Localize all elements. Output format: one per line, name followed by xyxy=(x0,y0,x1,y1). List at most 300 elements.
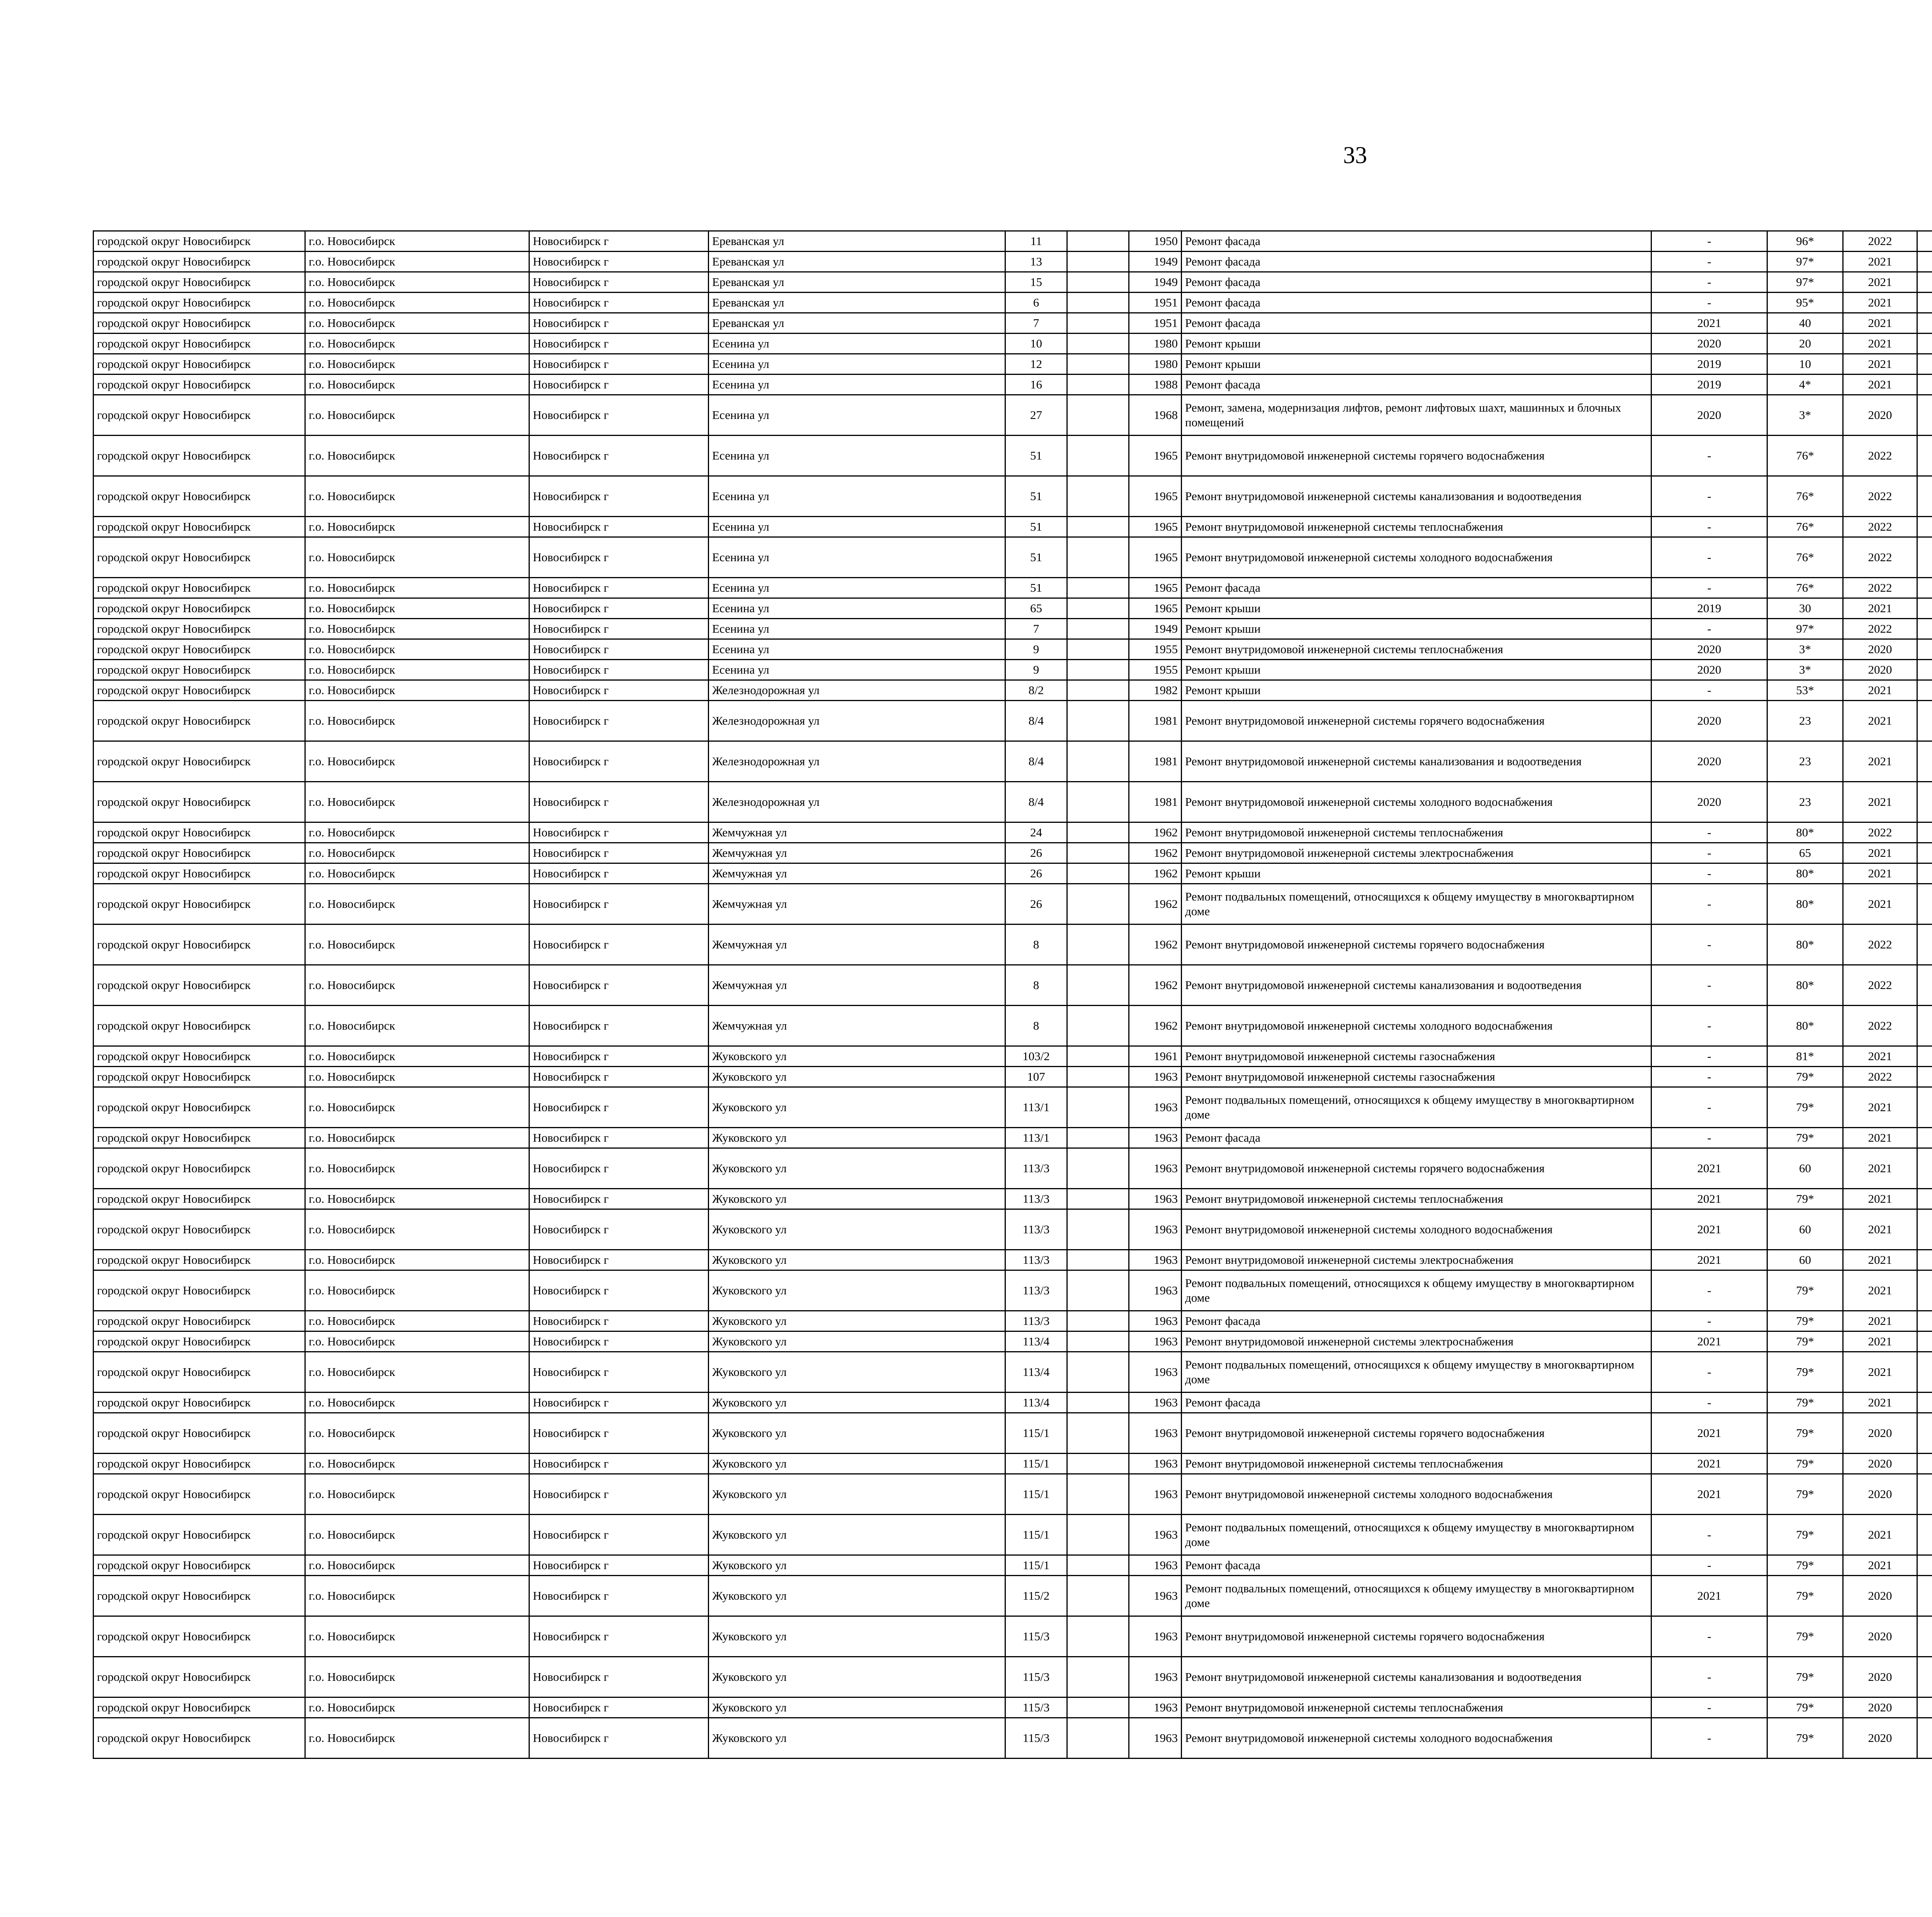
cell-house-number: 12 xyxy=(1005,354,1067,375)
cell-street: Жемчужная ул xyxy=(709,843,1005,863)
cell-house-number: 13 xyxy=(1005,252,1067,272)
cell-building xyxy=(1067,1209,1129,1250)
cell-wear-percent: 40 xyxy=(1767,313,1843,334)
cell-wear-percent: 79* xyxy=(1767,1189,1843,1209)
table-row xyxy=(94,252,1932,272)
cell-last-repair-year: - xyxy=(1651,1657,1767,1697)
cell-last-repair-year: 2020 xyxy=(1651,395,1767,436)
cell-building xyxy=(1067,1148,1129,1189)
cell-house-number: 107 xyxy=(1005,1067,1067,1087)
cell-municipality: г.о. Новосибирск xyxy=(305,1189,529,1209)
cell-okrug: городской округ Новосибирск xyxy=(94,1657,305,1697)
cell-last-repair-year: - xyxy=(1651,436,1767,476)
table-row xyxy=(94,1331,1932,1352)
cell-last-repair-year: - xyxy=(1651,1515,1767,1555)
cell-plan-year-start: 2020 xyxy=(1843,1413,1917,1454)
cell-last-repair-year: - xyxy=(1651,293,1767,313)
cell-plan-year-start: 2021 xyxy=(1843,313,1917,334)
cell-plan-year-start: 2022 xyxy=(1843,476,1917,517)
cell-municipality: г.о. Новосибирск xyxy=(305,537,529,578)
cell-work-type: Ремонт внутридомовой инженерной системы теплоснабжения xyxy=(1182,822,1651,843)
cell-work-type: Ремонт внутридомовой инженерной системы теплоснабжения xyxy=(1182,1697,1651,1718)
cell-build-year: 1965 xyxy=(1129,476,1182,517)
cell-okrug: городской округ Новосибирск xyxy=(94,1697,305,1718)
cell-plan-year-start: 2021 xyxy=(1843,375,1917,395)
cell-municipality: г.о. Новосибирск xyxy=(305,1331,529,1352)
cell-settlement: Новосибирск г xyxy=(529,436,709,476)
table-row xyxy=(94,1311,1932,1331)
cell-last-repair-year: - xyxy=(1651,1006,1767,1046)
cell-house-number: 16 xyxy=(1005,375,1067,395)
cell-plan-year-end xyxy=(1917,1413,1932,1454)
cell-work-type: Ремонт фасада xyxy=(1182,231,1651,252)
cell-house-number: 115/1 xyxy=(1005,1555,1067,1576)
cell-wear-percent: 80* xyxy=(1767,884,1843,924)
table-row xyxy=(94,741,1932,782)
cell-last-repair-year: - xyxy=(1651,578,1767,598)
cell-municipality: г.о. Новосибирск xyxy=(305,334,529,354)
cell-build-year: 1951 xyxy=(1129,313,1182,334)
cell-plan-year-end xyxy=(1917,822,1932,843)
cell-plan-year-start: 2020 xyxy=(1843,1657,1917,1697)
cell-street: Жуковского ул xyxy=(709,1331,1005,1352)
cell-last-repair-year: - xyxy=(1651,1270,1767,1311)
cell-okrug: городской округ Новосибирск xyxy=(94,1515,305,1555)
cell-plan-year-end xyxy=(1917,537,1932,578)
cell-house-number: 115/3 xyxy=(1005,1718,1067,1759)
cell-last-repair-year: - xyxy=(1651,822,1767,843)
cell-last-repair-year: 2021 xyxy=(1651,1576,1767,1616)
table-row xyxy=(94,1128,1932,1148)
cell-wear-percent: 79* xyxy=(1767,1393,1843,1413)
cell-work-type: Ремонт крыши xyxy=(1182,863,1651,884)
cell-build-year: 1963 xyxy=(1129,1555,1182,1576)
cell-wear-percent: 60 xyxy=(1767,1148,1843,1189)
cell-work-type: Ремонт подвальных помещений, относящихся к общему имуществу в многоквартирном доме xyxy=(1182,1515,1651,1555)
cell-settlement: Новосибирск г xyxy=(529,354,709,375)
cell-settlement: Новосибирск г xyxy=(529,598,709,619)
cell-build-year: 1963 xyxy=(1129,1576,1182,1616)
cell-okrug: городской округ Новосибирск xyxy=(94,436,305,476)
cell-house-number: 115/2 xyxy=(1005,1576,1067,1616)
cell-municipality: г.о. Новосибирск xyxy=(305,822,529,843)
cell-last-repair-year: - xyxy=(1651,252,1767,272)
cell-building xyxy=(1067,578,1129,598)
cell-build-year: 1981 xyxy=(1129,782,1182,822)
cell-last-repair-year: - xyxy=(1651,537,1767,578)
cell-work-type: Ремонт внутридомовой инженерной системы теплоснабжения xyxy=(1182,1189,1651,1209)
cell-build-year: 1980 xyxy=(1129,354,1182,375)
cell-building xyxy=(1067,1697,1129,1718)
cell-work-type: Ремонт внутридомовой инженерной системы горячего водоснабжения xyxy=(1182,701,1651,741)
cell-build-year: 1963 xyxy=(1129,1454,1182,1474)
cell-house-number: 10 xyxy=(1005,334,1067,354)
cell-wear-percent: 30 xyxy=(1767,598,1843,619)
cell-okrug: городской округ Новосибирск xyxy=(94,741,305,782)
table-row xyxy=(94,313,1932,334)
cell-plan-year-start: 2022 xyxy=(1843,1067,1917,1087)
cell-plan-year-start: 2021 xyxy=(1843,272,1917,293)
cell-okrug: городской округ Новосибирск xyxy=(94,313,305,334)
cell-house-number: 8/2 xyxy=(1005,680,1067,701)
cell-okrug: городской округ Новосибирск xyxy=(94,924,305,965)
cell-settlement: Новосибирск г xyxy=(529,1311,709,1331)
cell-plan-year-start: 2021 xyxy=(1843,1128,1917,1148)
cell-last-repair-year: 2021 xyxy=(1651,1250,1767,1270)
table-row xyxy=(94,1616,1932,1657)
cell-okrug: городской округ Новосибирск xyxy=(94,1454,305,1474)
cell-house-number: 8 xyxy=(1005,924,1067,965)
cell-build-year: 1965 xyxy=(1129,517,1182,537)
cell-build-year: 1968 xyxy=(1129,395,1182,436)
cell-building xyxy=(1067,639,1129,660)
table-row xyxy=(94,334,1932,354)
cell-wear-percent: 20 xyxy=(1767,334,1843,354)
cell-build-year: 1962 xyxy=(1129,965,1182,1006)
cell-municipality: г.о. Новосибирск xyxy=(305,741,529,782)
cell-building xyxy=(1067,884,1129,924)
cell-work-type: Ремонт крыши xyxy=(1182,334,1651,354)
cell-municipality: г.о. Новосибирск xyxy=(305,395,529,436)
cell-house-number: 113/3 xyxy=(1005,1189,1067,1209)
cell-work-type: Ремонт внутридомовой инженерной системы теплоснабжения xyxy=(1182,1454,1651,1474)
cell-municipality: г.о. Новосибирск xyxy=(305,313,529,334)
cell-work-type: Ремонт внутридомовой инженерной системы холодного водоснабжения xyxy=(1182,1006,1651,1046)
cell-plan-year-start: 2021 xyxy=(1843,1311,1917,1331)
cell-house-number: 6 xyxy=(1005,293,1067,313)
table-row xyxy=(94,1454,1932,1474)
cell-okrug: городской округ Новосибирск xyxy=(94,1006,305,1046)
cell-house-number: 115/3 xyxy=(1005,1697,1067,1718)
cell-plan-year-end xyxy=(1917,1331,1932,1352)
cell-settlement: Новосибирск г xyxy=(529,313,709,334)
cell-settlement: Новосибирск г xyxy=(529,1006,709,1046)
cell-settlement: Новосибирск г xyxy=(529,375,709,395)
cell-building xyxy=(1067,863,1129,884)
cell-okrug: городской округ Новосибирск xyxy=(94,680,305,701)
table-row xyxy=(94,1209,1932,1250)
cell-build-year: 1961 xyxy=(1129,1046,1182,1067)
cell-plan-year-end xyxy=(1917,1515,1932,1555)
cell-okrug: городской округ Новосибирск xyxy=(94,578,305,598)
cell-settlement: Новосибирск г xyxy=(529,1697,709,1718)
cell-settlement: Новосибирск г xyxy=(529,619,709,639)
cell-plan-year-start: 2022 xyxy=(1843,537,1917,578)
cell-last-repair-year: 2020 xyxy=(1651,741,1767,782)
cell-building xyxy=(1067,1311,1129,1331)
cell-wear-percent: 79* xyxy=(1767,1413,1843,1454)
table-row xyxy=(94,1046,1932,1067)
cell-building xyxy=(1067,354,1129,375)
table-row xyxy=(94,924,1932,965)
table-row xyxy=(94,1006,1932,1046)
cell-plan-year-start: 2022 xyxy=(1843,924,1917,965)
cell-street: Жуковского ул xyxy=(709,1454,1005,1474)
cell-build-year: 1980 xyxy=(1129,334,1182,354)
cell-street: Жуковского ул xyxy=(709,1087,1005,1128)
cell-plan-year-end xyxy=(1917,1270,1932,1311)
cell-plan-year-start: 2021 xyxy=(1843,863,1917,884)
cell-settlement: Новосибирск г xyxy=(529,701,709,741)
cell-settlement: Новосибирск г xyxy=(529,293,709,313)
cell-work-type: Ремонт внутридомовой инженерной системы горячего водоснабжения xyxy=(1182,924,1651,965)
cell-street: Жуковского ул xyxy=(709,1311,1005,1331)
cell-plan-year-start: 2022 xyxy=(1843,436,1917,476)
table-row xyxy=(94,1148,1932,1189)
cell-plan-year-start: 2021 xyxy=(1843,1087,1917,1128)
cell-work-type: Ремонт внутридомовой инженерной системы горячего водоснабжения xyxy=(1182,1148,1651,1189)
cell-wear-percent: 79* xyxy=(1767,1331,1843,1352)
cell-plan-year-end xyxy=(1917,741,1932,782)
cell-settlement: Новосибирск г xyxy=(529,1515,709,1555)
cell-municipality: г.о. Новосибирск xyxy=(305,1006,529,1046)
table-row xyxy=(94,395,1932,436)
cell-okrug: городской округ Новосибирск xyxy=(94,1393,305,1413)
cell-settlement: Новосибирск г xyxy=(529,822,709,843)
cell-settlement: Новосибирск г xyxy=(529,1189,709,1209)
cell-build-year: 1965 xyxy=(1129,578,1182,598)
cell-street: Жемчужная ул xyxy=(709,924,1005,965)
table-row xyxy=(94,680,1932,701)
cell-last-repair-year: 2021 xyxy=(1651,313,1767,334)
cell-street: Жуковского ул xyxy=(709,1270,1005,1311)
cell-plan-year-start: 2021 xyxy=(1843,1250,1917,1270)
cell-settlement: Новосибирск г xyxy=(529,476,709,517)
cell-build-year: 1963 xyxy=(1129,1148,1182,1189)
cell-settlement: Новосибирск г xyxy=(529,1555,709,1576)
cell-street: Жуковского ул xyxy=(709,1515,1005,1555)
cell-house-number: 8/4 xyxy=(1005,701,1067,741)
cell-street: Жуковского ул xyxy=(709,1393,1005,1413)
cell-work-type: Ремонт внутридомовой инженерной системы холодного водоснабжения xyxy=(1182,782,1651,822)
cell-last-repair-year: - xyxy=(1651,231,1767,252)
cell-building xyxy=(1067,1718,1129,1759)
cell-last-repair-year: - xyxy=(1651,619,1767,639)
table-row xyxy=(94,1555,1932,1576)
cell-street: Жуковского ул xyxy=(709,1474,1005,1515)
cell-okrug: городской округ Новосибирск xyxy=(94,1209,305,1250)
cell-house-number: 51 xyxy=(1005,517,1067,537)
cell-settlement: Новосибирск г xyxy=(529,782,709,822)
cell-street: Есенина ул xyxy=(709,334,1005,354)
cell-wear-percent: 79* xyxy=(1767,1454,1843,1474)
cell-plan-year-start: 2021 xyxy=(1843,252,1917,272)
cell-plan-year-end xyxy=(1917,701,1932,741)
cell-street: Ереванская ул xyxy=(709,231,1005,252)
cell-build-year: 1962 xyxy=(1129,822,1182,843)
cell-wear-percent: 79* xyxy=(1767,1311,1843,1331)
cell-okrug: городской округ Новосибирск xyxy=(94,884,305,924)
cell-building xyxy=(1067,476,1129,517)
table-row xyxy=(94,782,1932,822)
cell-street: Ереванская ул xyxy=(709,293,1005,313)
cell-plan-year-end xyxy=(1917,476,1932,517)
cell-house-number: 113/3 xyxy=(1005,1311,1067,1331)
cell-municipality: г.о. Новосибирск xyxy=(305,680,529,701)
cell-building xyxy=(1067,517,1129,537)
cell-last-repair-year: 2021 xyxy=(1651,1454,1767,1474)
cell-settlement: Новосибирск г xyxy=(529,517,709,537)
cell-street: Жуковского ул xyxy=(709,1697,1005,1718)
cell-building xyxy=(1067,1474,1129,1515)
cell-plan-year-start: 2021 xyxy=(1843,1209,1917,1250)
cell-okrug: городской округ Новосибирск xyxy=(94,965,305,1006)
cell-plan-year-end xyxy=(1917,578,1932,598)
cell-build-year: 1963 xyxy=(1129,1718,1182,1759)
cell-build-year: 1963 xyxy=(1129,1087,1182,1128)
cell-street: Жуковского ул xyxy=(709,1616,1005,1657)
cell-street: Жуковского ул xyxy=(709,1148,1005,1189)
table-row xyxy=(94,537,1932,578)
cell-building xyxy=(1067,313,1129,334)
cell-build-year: 1963 xyxy=(1129,1657,1182,1697)
cell-okrug: городской округ Новосибирск xyxy=(94,863,305,884)
cell-wear-percent: 79* xyxy=(1767,1128,1843,1148)
cell-street: Жуковского ул xyxy=(709,1718,1005,1759)
cell-house-number: 11 xyxy=(1005,231,1067,252)
cell-wear-percent: 97* xyxy=(1767,272,1843,293)
cell-build-year: 1962 xyxy=(1129,863,1182,884)
cell-plan-year-start: 2020 xyxy=(1843,1616,1917,1657)
cell-house-number: 115/3 xyxy=(1005,1616,1067,1657)
cell-municipality: г.о. Новосибирск xyxy=(305,1393,529,1413)
cell-street: Есенина ул xyxy=(709,436,1005,476)
cell-plan-year-end xyxy=(1917,334,1932,354)
cell-house-number: 113/3 xyxy=(1005,1148,1067,1189)
cell-build-year: 1981 xyxy=(1129,701,1182,741)
cell-build-year: 1963 xyxy=(1129,1393,1182,1413)
cell-street: Есенина ул xyxy=(709,619,1005,639)
cell-work-type: Ремонт внутридомовой инженерной системы канализования и водоотведения xyxy=(1182,476,1651,517)
cell-wear-percent: 96* xyxy=(1767,231,1843,252)
cell-wear-percent: 76* xyxy=(1767,537,1843,578)
cell-plan-year-end xyxy=(1917,517,1932,537)
cell-house-number: 65 xyxy=(1005,598,1067,619)
cell-settlement: Новосибирск г xyxy=(529,1087,709,1128)
table-row xyxy=(94,1474,1932,1515)
cell-work-type: Ремонт внутридомовой инженерной системы канализования и водоотведения xyxy=(1182,1657,1651,1697)
cell-plan-year-end xyxy=(1917,1006,1932,1046)
cell-house-number: 8 xyxy=(1005,965,1067,1006)
cell-building xyxy=(1067,375,1129,395)
cell-house-number: 8/4 xyxy=(1005,741,1067,782)
cell-building xyxy=(1067,1393,1129,1413)
table-row xyxy=(94,1189,1932,1209)
cell-municipality: г.о. Новосибирск xyxy=(305,1311,529,1331)
cell-municipality: г.о. Новосибирск xyxy=(305,1515,529,1555)
cell-okrug: городской округ Новосибирск xyxy=(94,598,305,619)
cell-last-repair-year: - xyxy=(1651,965,1767,1006)
table-row xyxy=(94,843,1932,863)
cell-work-type: Ремонт подвальных помещений, относящихся к общему имуществу в многоквартирном доме xyxy=(1182,1270,1651,1311)
cell-settlement: Новосибирск г xyxy=(529,884,709,924)
cell-street: Железнодорожная ул xyxy=(709,701,1005,741)
cell-last-repair-year: 2020 xyxy=(1651,782,1767,822)
cell-wear-percent: 10 xyxy=(1767,354,1843,375)
cell-municipality: г.о. Новосибирск xyxy=(305,660,529,680)
cell-house-number: 26 xyxy=(1005,884,1067,924)
cell-house-number: 26 xyxy=(1005,863,1067,884)
cell-build-year: 1955 xyxy=(1129,660,1182,680)
cell-plan-year-end xyxy=(1917,252,1932,272)
cell-settlement: Новосибирск г xyxy=(529,1270,709,1311)
cell-street: Жуковского ул xyxy=(709,1576,1005,1616)
cell-plan-year-end xyxy=(1917,598,1932,619)
cell-municipality: г.о. Новосибирск xyxy=(305,375,529,395)
cell-building xyxy=(1067,293,1129,313)
cell-work-type: Ремонт крыши xyxy=(1182,619,1651,639)
cell-last-repair-year: - xyxy=(1651,1697,1767,1718)
cell-municipality: г.о. Новосибирск xyxy=(305,1413,529,1454)
cell-last-repair-year: - xyxy=(1651,680,1767,701)
cell-last-repair-year: 2019 xyxy=(1651,375,1767,395)
table-row xyxy=(94,701,1932,741)
cell-okrug: городской округ Новосибирск xyxy=(94,1616,305,1657)
cell-okrug: городской округ Новосибирск xyxy=(94,334,305,354)
cell-work-type: Ремонт крыши xyxy=(1182,660,1651,680)
cell-plan-year-end xyxy=(1917,1474,1932,1515)
cell-build-year: 1963 xyxy=(1129,1128,1182,1148)
cell-wear-percent: 23 xyxy=(1767,741,1843,782)
cell-settlement: Новосибирск г xyxy=(529,680,709,701)
cell-street: Жуковского ул xyxy=(709,1352,1005,1393)
table-row xyxy=(94,863,1932,884)
cell-municipality: г.о. Новосибирск xyxy=(305,1148,529,1189)
cell-plan-year-start: 2021 xyxy=(1843,1046,1917,1067)
cell-plan-year-end xyxy=(1917,395,1932,436)
cell-plan-year-end xyxy=(1917,924,1932,965)
cell-building xyxy=(1067,1515,1129,1555)
cell-municipality: г.о. Новосибирск xyxy=(305,1616,529,1657)
cell-work-type: Ремонт фасада xyxy=(1182,252,1651,272)
cell-wear-percent: 60 xyxy=(1767,1250,1843,1270)
cell-wear-percent: 76* xyxy=(1767,436,1843,476)
cell-work-type: Ремонт фасада xyxy=(1182,375,1651,395)
table-row xyxy=(94,578,1932,598)
cell-building xyxy=(1067,782,1129,822)
cell-municipality: г.о. Новосибирск xyxy=(305,272,529,293)
cell-build-year: 1963 xyxy=(1129,1331,1182,1352)
cell-plan-year-start: 2021 xyxy=(1843,1393,1917,1413)
cell-settlement: Новосибирск г xyxy=(529,1454,709,1474)
table-row xyxy=(94,1718,1932,1759)
cell-plan-year-end xyxy=(1917,782,1932,822)
cell-plan-year-end xyxy=(1917,863,1932,884)
cell-building xyxy=(1067,1046,1129,1067)
cell-last-repair-year: - xyxy=(1651,924,1767,965)
cell-work-type: Ремонт фасада xyxy=(1182,1393,1651,1413)
cell-wear-percent: 79* xyxy=(1767,1697,1843,1718)
cell-work-type: Ремонт, замена, модернизация лифтов, ремонт лифтовых шахт, машинных и блочных помещений xyxy=(1182,395,1651,436)
cell-work-type: Ремонт внутридомовой инженерной системы горячего водоснабжения xyxy=(1182,436,1651,476)
cell-house-number: 103/2 xyxy=(1005,1046,1067,1067)
table-row xyxy=(94,354,1932,375)
cell-plan-year-end xyxy=(1917,1576,1932,1616)
cell-building xyxy=(1067,537,1129,578)
cell-municipality: г.о. Новосибирск xyxy=(305,598,529,619)
table-row xyxy=(94,293,1932,313)
cell-plan-year-end xyxy=(1917,375,1932,395)
table-row xyxy=(94,1697,1932,1718)
cell-municipality: г.о. Новосибирск xyxy=(305,1270,529,1311)
cell-plan-year-start: 2022 xyxy=(1843,1006,1917,1046)
cell-last-repair-year: 2019 xyxy=(1651,354,1767,375)
cell-wear-percent: 79* xyxy=(1767,1067,1843,1087)
cell-building xyxy=(1067,965,1129,1006)
cell-settlement: Новосибирск г xyxy=(529,1352,709,1393)
cell-house-number: 113/4 xyxy=(1005,1331,1067,1352)
cell-house-number: 7 xyxy=(1005,313,1067,334)
